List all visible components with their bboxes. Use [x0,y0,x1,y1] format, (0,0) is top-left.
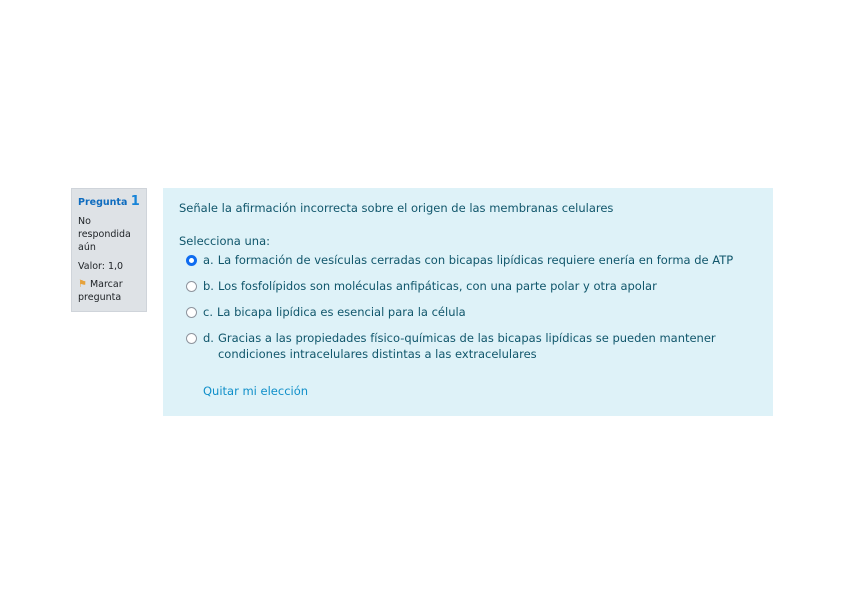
question-number: 1 [130,194,140,209]
flag-question-link[interactable] [78,278,140,304]
flag-question-label[interactable]: Marcar pregunta [78,279,123,303]
answer-prompt: Selecciona una: [179,234,271,248]
answer-option-a[interactable] [186,252,757,268]
answer-options [179,252,757,362]
question-content-panel [163,188,773,416]
option-letter: a. [203,253,214,267]
question-grade: Valor: 1,0 [78,261,124,272]
radio-option-a[interactable] [186,255,197,266]
option-letter: d. [203,331,214,345]
question-heading-label: Pregunta [78,197,128,208]
option-text[interactable]: Gracias a las propiedades físico-químicas de las bicapas lipídicas se pueden mantener condiciones intracelulares distintas a las extracelulares [217,331,716,361]
question-info-panel [71,188,147,312]
option-text[interactable]: Los fosfolípidos son moléculas anfipáticas, con una parte polar y otra apolar [217,279,657,293]
option-text[interactable]: La bicapa lipídica es esencial para la célula [216,305,466,319]
option-letter: b. [203,279,214,293]
option-text[interactable]: La formación de vesículas cerradas con bicapas lipídicas requiere enería en forma de ATP [217,253,734,267]
radio-option-b[interactable] [186,281,197,292]
option-letter: c. [203,305,213,319]
answer-option-b[interactable] [186,278,757,294]
question-number-heading [78,195,140,209]
flag-icon[interactable]: ⚑ [78,279,87,290]
answer-option-d[interactable] [186,330,757,362]
radio-option-d[interactable] [186,333,197,344]
answer-option-c[interactable] [186,304,757,320]
clear-choice-link[interactable]: Quitar mi elección [203,384,309,398]
question-text: Señale la afirmación incorrecta sobre el origen de las membranas celulares [179,201,614,215]
radio-option-c[interactable] [186,307,197,318]
question-state: No respondida aún [78,216,131,253]
